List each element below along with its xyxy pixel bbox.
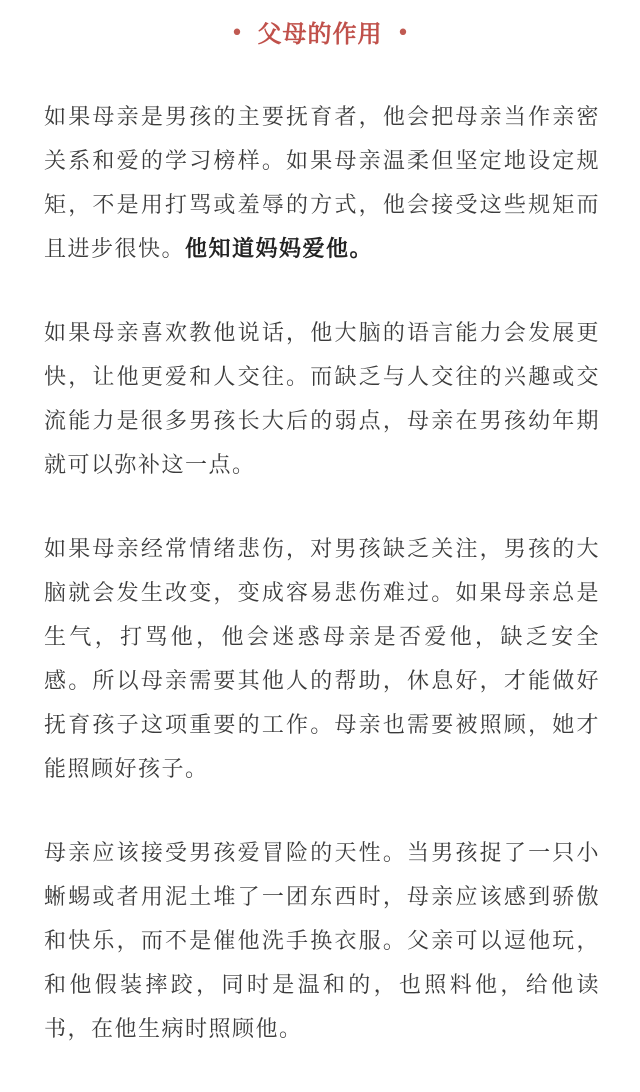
right-bullet-icon: • bbox=[396, 21, 410, 46]
section-title: 父母的作用 bbox=[257, 20, 383, 48]
paragraph-1-emphasis: 他知道妈妈爱他。 bbox=[185, 237, 374, 262]
left-bullet-icon: • bbox=[230, 21, 244, 46]
paragraph-2 bbox=[44, 312, 600, 488]
paragraph-4 bbox=[44, 832, 600, 1052]
paragraph-3 bbox=[44, 528, 600, 792]
paragraph-1-text: 如果母亲是男孩的主要抚育者，他会把母亲当作亲密关系和爱的学习榜样。如果母亲温柔但坚定地设定规矩，不是用打骂或羞辱的方式，他会接受这些规矩而且进步很快。 bbox=[44, 105, 600, 262]
section-heading bbox=[0, 14, 640, 54]
paragraph-3-text: 如果母亲经常情绪悲伤，对男孩缺乏关注，男孩的大脑就会发生改变，变成容易悲伤难过。如果母亲总是生气，打骂他，他会迷惑母亲是否爱他，缺乏安全感。所以母亲需要其他人的帮助，休息好，才能做好抚育孩子这项重要的工作。母亲也需要被照顾，她才能照顾好孩子。 bbox=[44, 537, 600, 782]
paragraph-2-text: 如果母亲喜欢教他说话，他大脑的语言能力会发展更快，让他更爱和人交往。而缺乏与人交往的兴趣或交流能力是很多男孩长大后的弱点，母亲在男孩幼年期就可以弥补这一点。 bbox=[44, 321, 600, 478]
paragraph-4-text: 母亲应该接受男孩爱冒险的天性。当男孩捉了一只小蜥蜴或者用泥土堆了一团东西时，母亲应该感到骄傲和快乐，而不是催他洗手换衣服。父亲可以逗他玩，和他假装摔跤，同时是温和的，也照料他，给他读书，在他生病时照顾他。 bbox=[44, 841, 600, 1042]
paragraph-1 bbox=[44, 96, 600, 272]
article-body bbox=[44, 96, 600, 1092]
